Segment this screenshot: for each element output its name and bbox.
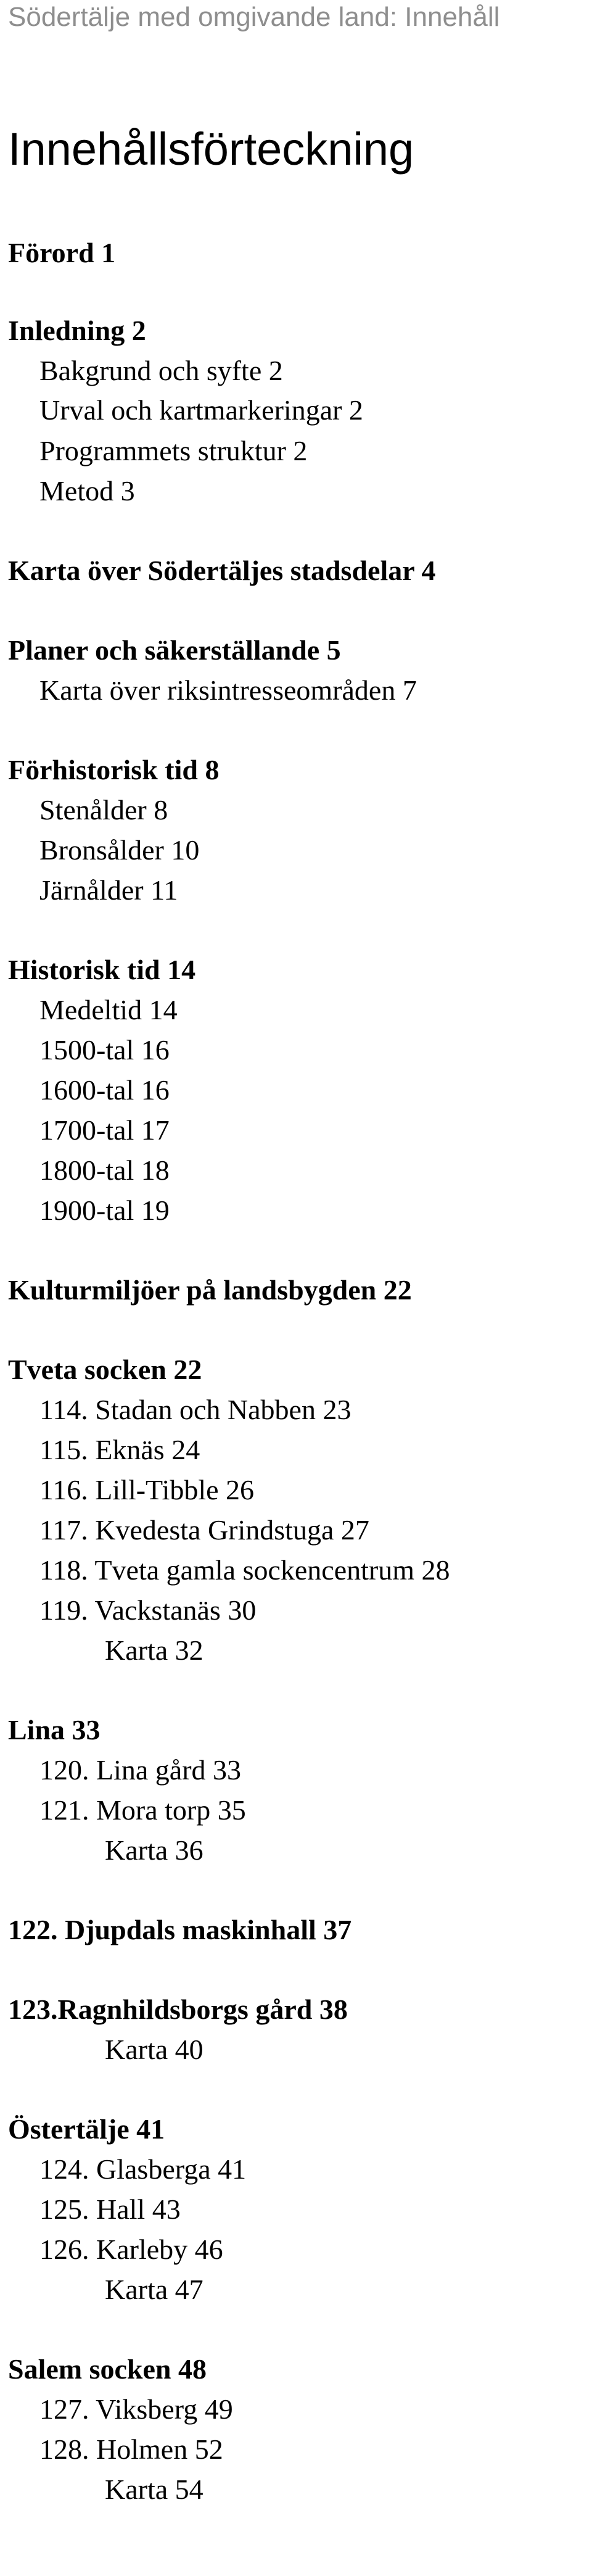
toc-entry-115[interactable]: 115. Eknäs 24 — [39, 1434, 200, 1465]
toc-entry-bronsalder[interactable]: Bronsålder 10 — [39, 834, 200, 866]
toc-entry-1800-tal[interactable]: 1800-tal 18 — [39, 1154, 170, 1186]
toc-entry-126[interactable]: 126. Karleby 46 — [39, 2234, 223, 2265]
toc-entry-117[interactable]: 117. Kvedesta Grindstuga 27 — [39, 1514, 369, 1546]
toc-entry-medeltid[interactable]: Medeltid 14 — [39, 994, 178, 1025]
toc-entry-120[interactable]: 120. Lina gård 33 — [39, 1754, 242, 1786]
toc-entry-125[interactable]: 125. Hall 43 — [39, 2193, 181, 2225]
toc-entry-123[interactable]: 123.Ragnhildsborgs gård 38 — [8, 1994, 348, 2025]
toc-entry-119[interactable]: 119. Vackstanäs 30 — [39, 1594, 257, 1626]
toc-entry-karta-40[interactable]: Karta 40 — [105, 2034, 204, 2065]
toc-entry-forhistorisk-tid[interactable]: Förhistorisk tid 8 — [8, 754, 220, 785]
toc-entry-121[interactable]: 121. Mora torp 35 — [39, 1794, 246, 1826]
toc-entry-metod[interactable]: Metod 3 — [39, 475, 135, 507]
toc-entry-bakgrund[interactable]: Bakgrund och syfte 2 — [39, 355, 283, 386]
toc-entry-salem-socken[interactable]: Salem socken 48 — [8, 2353, 207, 2385]
toc-entry-inledning[interactable]: Inledning 2 — [8, 315, 146, 346]
toc-entry-ostertalje[interactable]: Östertälje 41 — [8, 2113, 165, 2145]
toc-entry-karta-32[interactable]: Karta 32 — [105, 1634, 204, 1666]
toc-entry-1900-tal[interactable]: 1900-tal 19 — [39, 1195, 170, 1226]
toc-entry-114[interactable]: 114. Stadan och Nabben 23 — [39, 1394, 352, 1425]
running-header: Södertälje med omgivande land: Innehåll — [8, 2, 500, 32]
toc-entry-karta-stadsdelar[interactable]: Karta över Södertäljes stadsdelar 4 — [8, 555, 436, 586]
toc-entry-karta-riksintresse[interactable]: Karta över riksintresseområden 7 — [39, 674, 417, 706]
toc-entry-karta-36[interactable]: Karta 36 — [105, 1834, 204, 1866]
toc-entry-lina[interactable]: Lina 33 — [8, 1714, 101, 1746]
toc-entry-planer[interactable]: Planer och säkerställande 5 — [8, 634, 341, 666]
toc-entry-urval[interactable]: Urval och kartmarkeringar 2 — [39, 394, 363, 426]
toc-entry-128[interactable]: 128. Holmen 52 — [39, 2433, 223, 2465]
toc-entry-programmets-struktur[interactable]: Programmets struktur 2 — [39, 435, 308, 466]
toc-entry-118[interactable]: 118. Tveta gamla sockencentrum 28 — [39, 1554, 450, 1586]
toc-entry-jarnalder[interactable]: Järnålder 11 — [39, 874, 178, 906]
toc-entry-1600-tal[interactable]: 1600-tal 16 — [39, 1074, 170, 1106]
toc-entry-stenalder[interactable]: Stenålder 8 — [39, 794, 168, 826]
toc-entry-127[interactable]: 127. Viksberg 49 — [39, 2393, 233, 2425]
toc-entry-1700-tal[interactable]: 1700-tal 17 — [39, 1114, 170, 1146]
toc-entry-forord[interactable]: Förord 1 — [8, 237, 116, 268]
toc-entry-historisk-tid[interactable]: Historisk tid 14 — [8, 954, 196, 985]
toc-entry-124[interactable]: 124. Glasberga 41 — [39, 2153, 247, 2185]
toc-entry-116[interactable]: 116. Lill-Tibble 26 — [39, 1474, 255, 1505]
toc-entry-karta-47[interactable]: Karta 47 — [105, 2274, 204, 2305]
toc-entry-karta-54[interactable]: Karta 54 — [105, 2474, 204, 2505]
toc-entry-tveta-socken[interactable]: Tveta socken 22 — [8, 1354, 202, 1385]
page-title: Innehållsförteckning — [8, 123, 414, 175]
toc-entry-122[interactable]: 122. Djupdals maskinhall 37 — [8, 1914, 352, 1945]
toc-entry-1500-tal[interactable]: 1500-tal 16 — [39, 1034, 170, 1066]
toc-entry-kulturmiljoer[interactable]: Kulturmiljöer på landsbygden 22 — [8, 1274, 412, 1306]
